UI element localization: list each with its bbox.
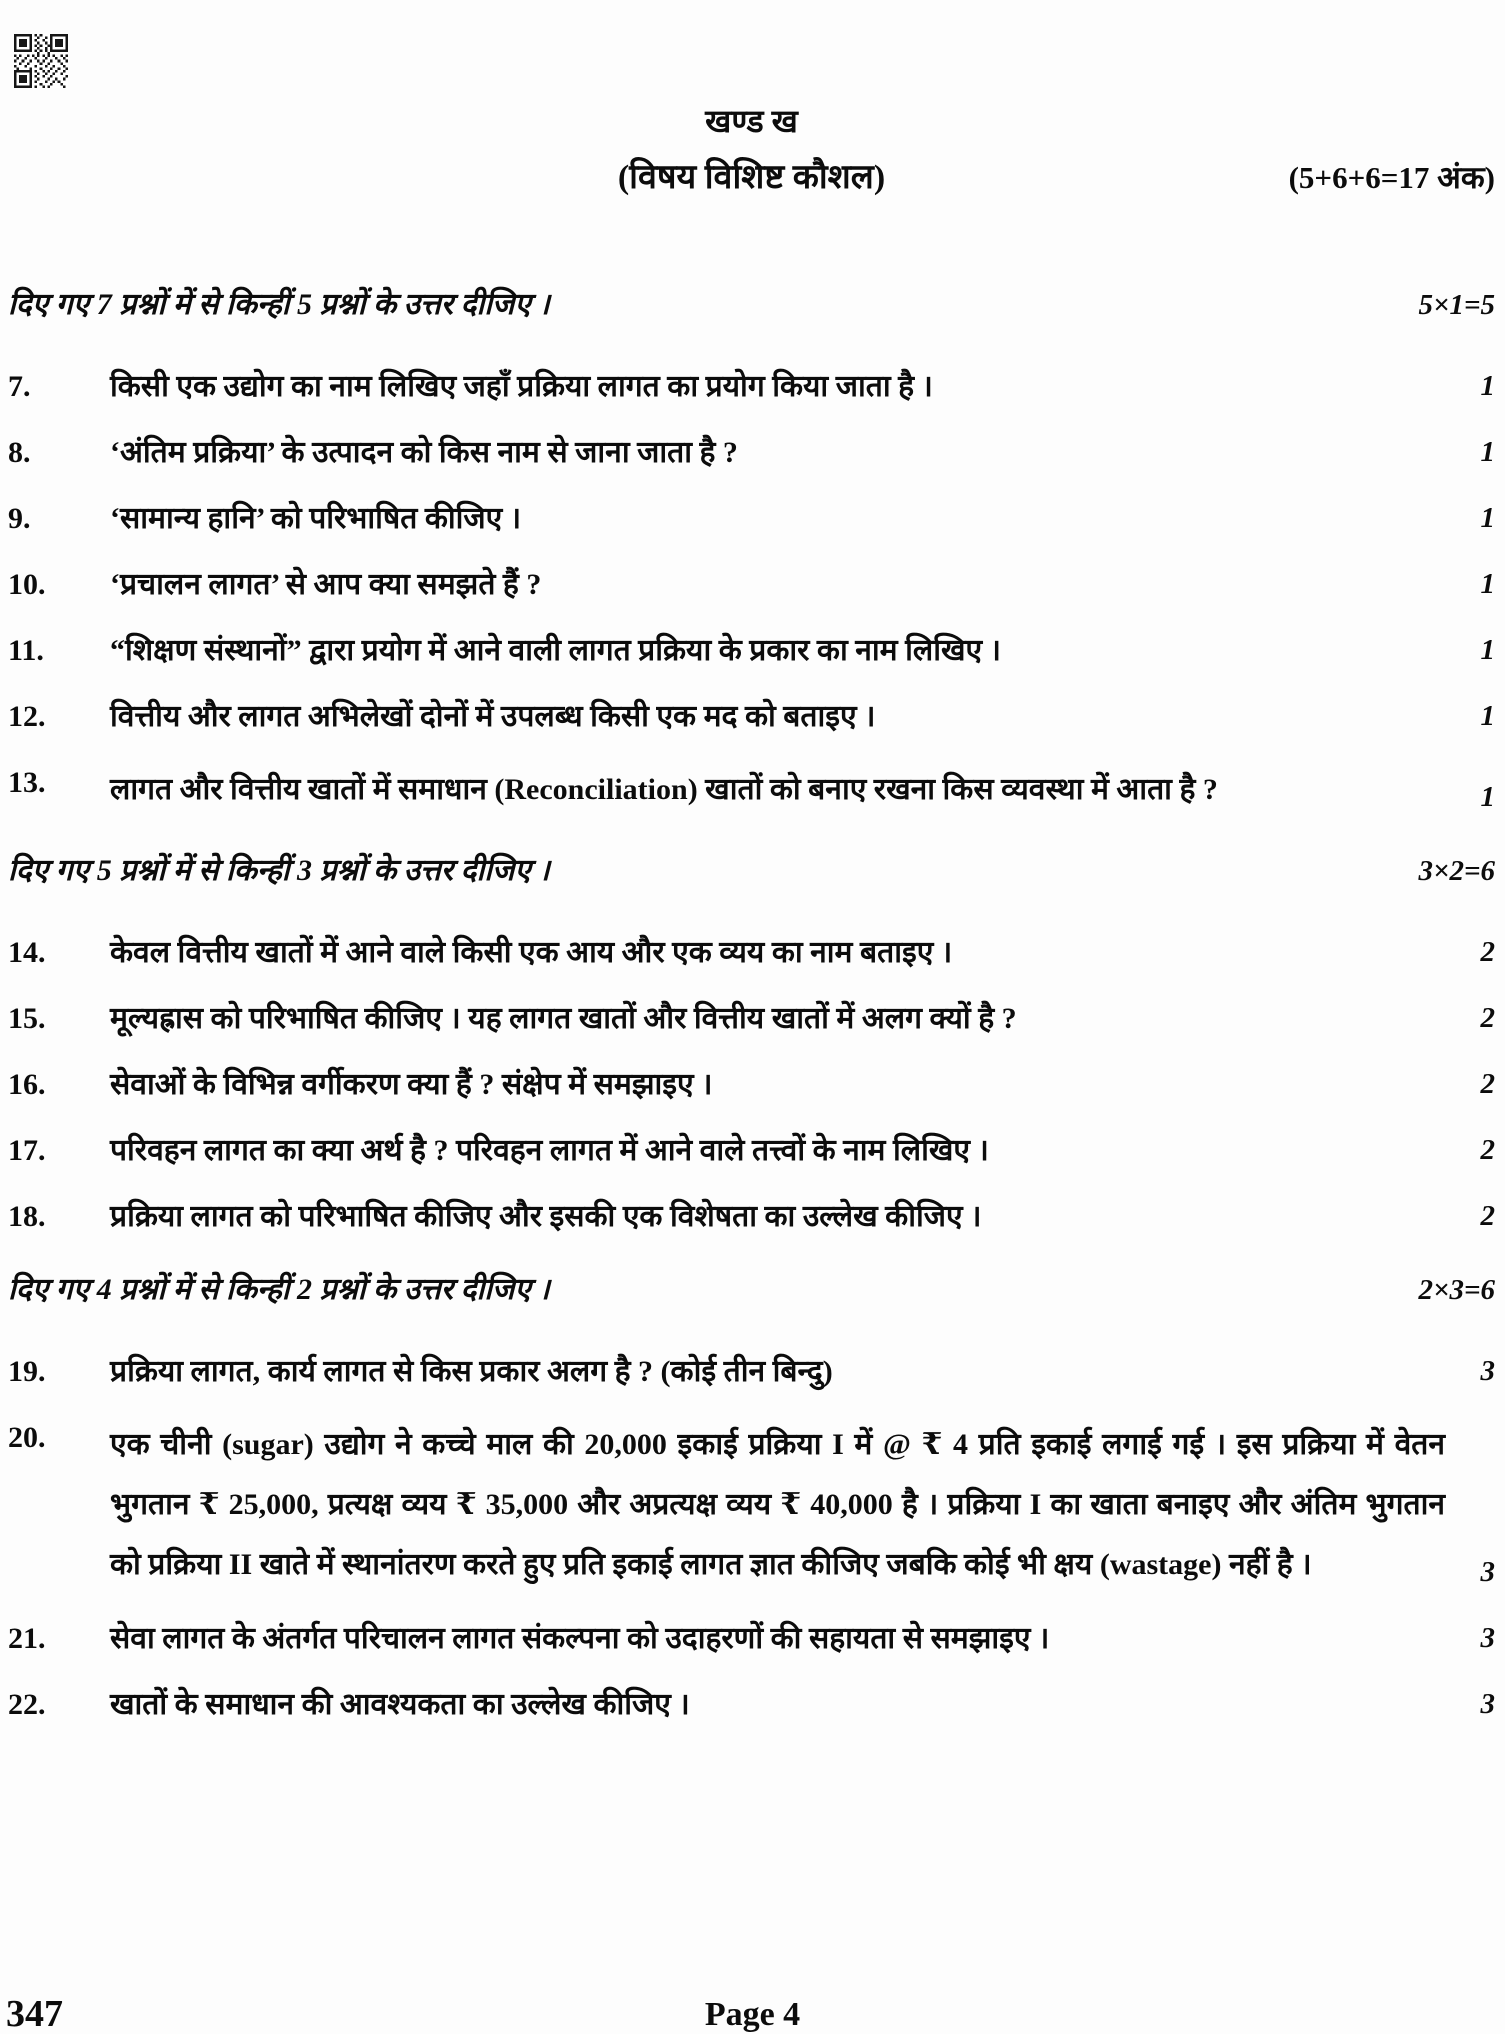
- question-text: ‘प्रचालन लागत’ से आप क्या समझते हैं ?: [110, 568, 542, 601]
- instruction-text: दिए गए 4 प्रश्नों में से किन्हीं 2 प्रश्नों के उत्तर दीजिए ।: [8, 1273, 550, 1306]
- question-text: ‘अंतिम प्रक्रिया’ के उत्पादन को किस नाम से जाना जाता है ?: [110, 436, 738, 469]
- question-number: 11.: [8, 634, 44, 667]
- section-two-mark-questions: [8, 848, 1495, 1239]
- question-row-8: [8, 430, 1495, 475]
- question-paper-body: [0, 100, 1505, 1727]
- question-number: 7.: [8, 370, 31, 403]
- question-number: 8.: [8, 436, 31, 469]
- section-one-mark-questions: [8, 282, 1495, 820]
- question-marks: 2: [1480, 1002, 1495, 1034]
- section-subtitle: (विषय विशिष्ट कौशल): [617, 159, 886, 196]
- question-number: 17.: [8, 1134, 46, 1167]
- question-row-18: [8, 1194, 1495, 1239]
- question-row-10: [8, 562, 1495, 607]
- question-marks: 1: [1480, 370, 1495, 402]
- marks-scheme: 2×3=6: [1418, 1274, 1495, 1306]
- question-marks: 1: [1480, 436, 1495, 468]
- section-title: खण्ड ख: [705, 103, 798, 139]
- question-text: लागत और वित्तीय खातों में समाधान (Reconciliation) खातों को बनाए रखना किस व्यवस्था में आता है ?: [110, 773, 1218, 806]
- page-number: Page 4: [704, 1996, 801, 2033]
- question-text: “शिक्षण संस्थानों” द्वारा प्रयोग में आने वाली लागत प्रक्रिया के प्रकार का नाम लिखिए ।: [110, 634, 1001, 667]
- question-row-21: [8, 1616, 1495, 1661]
- question-marks: 2: [1480, 1068, 1495, 1100]
- question-row-7: [8, 364, 1495, 409]
- question-marks: 3: [1480, 1622, 1495, 1654]
- question-number: 19.: [8, 1355, 46, 1388]
- question-text: सेवाओं के विभिन्न वर्गीकरण क्या हैं ? संक्षेप में समझाइए ।: [110, 1068, 713, 1101]
- question-number: 14.: [8, 936, 46, 969]
- question-row-20: [8, 1415, 1495, 1595]
- question-number: 21.: [8, 1622, 46, 1655]
- question-row-15: [8, 996, 1495, 1041]
- question-number: 9.: [8, 502, 31, 535]
- section-three-mark-questions: [8, 1267, 1495, 1727]
- question-marks: 1: [1480, 568, 1495, 600]
- question-text: प्रक्रिया लागत को परिभाषित कीजिए और इसकी एक विशेषता का उल्लेख कीजिए ।: [110, 1200, 982, 1233]
- question-text: किसी एक उद्योग का नाम लिखिए जहाँ प्रक्रिया लागत का प्रयोग किया जाता है ।: [110, 370, 933, 403]
- question-number: 12.: [8, 700, 46, 733]
- question-marks: 3: [1480, 1688, 1495, 1720]
- question-marks: 3: [1480, 1355, 1495, 1387]
- question-row-22: [8, 1682, 1495, 1727]
- question-row-19: [8, 1349, 1495, 1394]
- question-text: एक चीनी (sugar) उद्योग ने कच्चे माल की 20,000 इकाई प्रक्रिया I में @ ₹ 4 प्रति इकाई लगाई गई । इस प्रक्रिया में वेतन भुगतान ₹ 25,000, प्रत्यक्ष व्यय ₹ 35,000 और अप्रत्यक्ष व्यय ₹ 40,000 है । प्रक्रिया I का खाता बनाइए और अंतिम भुगतान को प्रक्रिया II खाते में स्थानांतरण करते हुए प्रति इकाई लागत ज्ञात कीजिए जबकि कोई भी क्षय (wastage) नहीं है ।: [110, 1428, 1445, 1581]
- question-row-16: [8, 1062, 1495, 1107]
- question-text: मूल्यह्रास को परिभाषित कीजिए । यह लागत खातों और वित्तीय खातों में अलग क्यों है ?: [110, 1002, 1017, 1035]
- instruction-row: [8, 848, 1495, 894]
- question-number: 10.: [8, 568, 46, 601]
- section-subtitle-row: [8, 154, 1495, 202]
- paper-code: 347: [6, 1993, 63, 2034]
- question-text: परिवहन लागत का क्या अर्थ है ? परिवहन लागत में आने वाले तत्त्वों के नाम लिखिए ।: [110, 1134, 989, 1167]
- question-number: 20.: [8, 1421, 46, 1454]
- instruction-row: [8, 282, 1495, 328]
- question-marks: 3: [1480, 1556, 1495, 1588]
- question-text: केवल वित्तीय खातों में आने वाले किसी एक आय और एक व्यय का नाम बताइए ।: [110, 936, 953, 969]
- question-text: सेवा लागत के अंतर्गत परिचालन लागत संकल्पना को उदाहरणों की सहायता से समझाइए ।: [110, 1622, 1050, 1655]
- question-text: ‘सामान्य हानि’ को परिभाषित कीजिए ।: [110, 502, 522, 535]
- question-number: 13.: [8, 766, 46, 799]
- question-row-17: [8, 1128, 1495, 1173]
- question-text: खातों के समाधान की आवश्यकता का उल्लेख कीजिए ।: [110, 1688, 690, 1721]
- question-marks: 1: [1480, 781, 1495, 813]
- question-row-13: [8, 760, 1495, 820]
- question-row-11: [8, 628, 1495, 673]
- question-marks: 1: [1480, 634, 1495, 666]
- instruction-text: दिए गए 7 प्रश्नों में से किन्हीं 5 प्रश्नों के उत्तर दीजिए ।: [8, 288, 550, 321]
- instruction-text: दिए गए 5 प्रश्नों में से किन्हीं 3 प्रश्नों के उत्तर दीजिए ।: [8, 854, 550, 887]
- question-marks: 2: [1480, 1134, 1495, 1166]
- qr-code-icon: [14, 32, 68, 90]
- question-text: प्रक्रिया लागत, कार्य लागत से किस प्रकार अलग है ? (कोई तीन बिन्दु): [110, 1355, 833, 1388]
- question-row-12: [8, 694, 1495, 739]
- question-row-14: [8, 930, 1495, 975]
- instruction-row: [8, 1267, 1495, 1313]
- question-marks: 2: [1480, 1200, 1495, 1232]
- section-total-marks: (5+6+6=17 अंक): [1288, 160, 1495, 195]
- question-number: 18.: [8, 1200, 46, 1233]
- question-marks: 1: [1480, 502, 1495, 534]
- question-number: 15.: [8, 1002, 46, 1035]
- question-number: 22.: [8, 1688, 46, 1721]
- question-text: वित्तीय और लागत अभिलेखों दोनों में उपलब्ध किसी एक मद को बताइए ।: [110, 700, 876, 733]
- question-number: 16.: [8, 1068, 46, 1101]
- question-marks: 2: [1480, 936, 1495, 968]
- marks-scheme: 5×1=5: [1418, 289, 1495, 321]
- question-row-9: [8, 496, 1495, 541]
- marks-scheme: 3×2=6: [1418, 855, 1495, 887]
- question-marks: 1: [1480, 700, 1495, 732]
